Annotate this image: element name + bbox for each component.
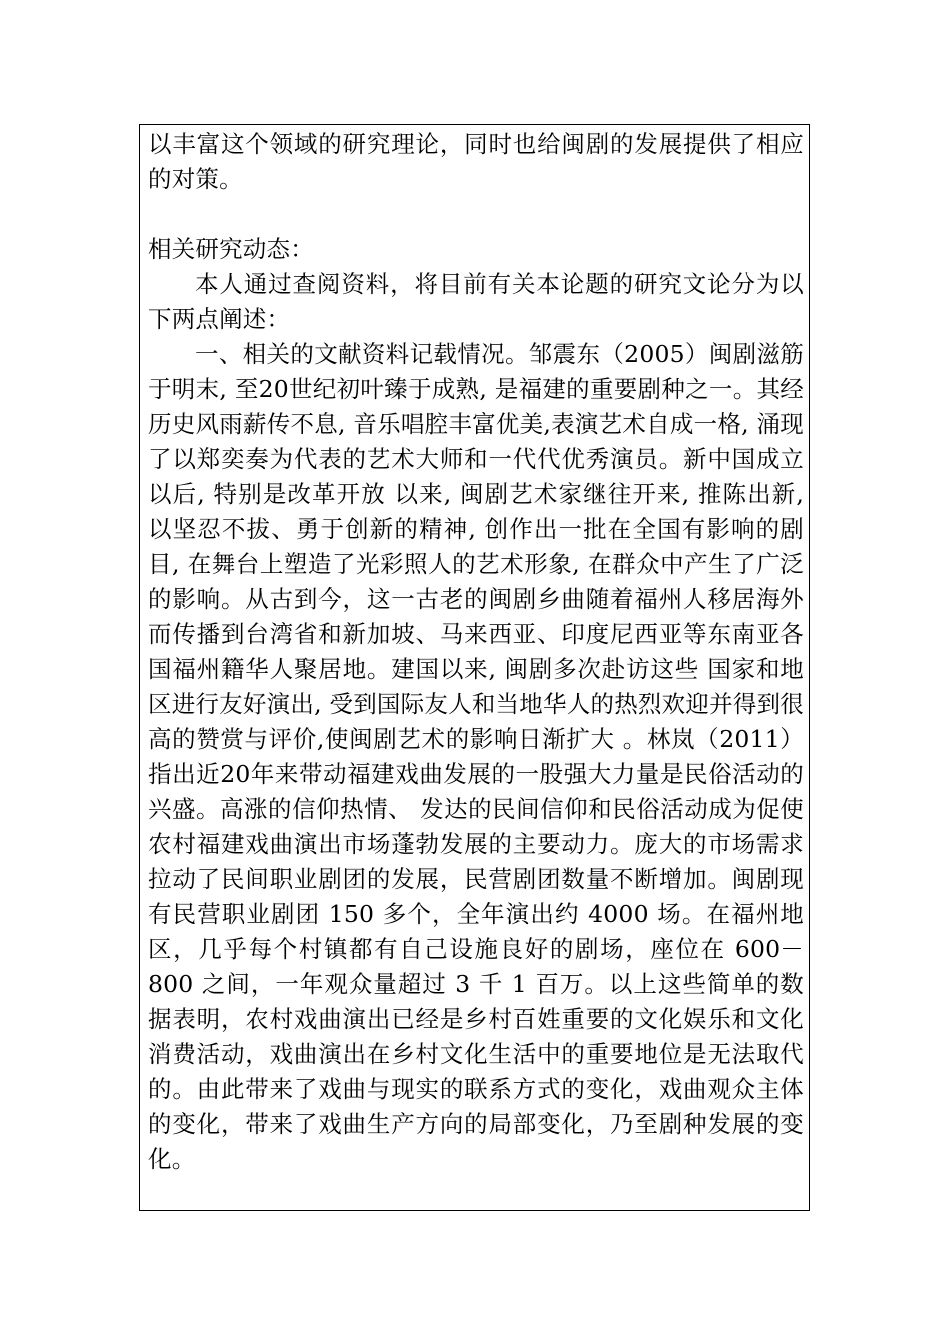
intro-paragraph: 本人通过查阅资料，将目前有关本论题的研究文论分为以下两点阐述： bbox=[148, 270, 804, 333]
point-one-paragraph: 一、相关的文献资料记载情况。邹震东（2005）闽剧滋筋于明末, 至20世纪初叶臻于成熟, 是福建的重要剧种之一。其经历史风雨薪传不息, 音乐唱腔丰富优美,表演艺术自成一格, 涌现了以郑奕奏为代表的艺术大师和一代代优秀演员。新中国成立以后, 特别是改革开放 以来, 闽剧艺术家继往开来, 推陈出新, 以坚忍不拔、勇于创新的精神, 创作出一批在全国有影响的剧目, 在舞台上塑造了光彩照人的艺术形象, 在群众中产生了广泛的影响。从古到今，这一古老的闽剧乡曲随着福州人移居海外而传播到台湾省和新加坡、马来西亚、印度尼西亚等东南亚各国福州籍华人聚居地。建国以来, 闽剧多次赴访这些 国家和地区进行友好演出, 受到国际友人和当地华人的热烈欢迎并得到很高的赞赏与评价,使闽剧艺术的影响日渐扩大 。林岚（2011）指出近20年来带动福建戏曲发展的一股强大力量是民俗活动的兴盛。高涨的信仰热情、 发达的民间信仰和民俗活动成为促使农村福建戏曲演出市场蓬勃发展的主要动力。庞大的市场需求拉动了民间职业剧团的发展，民营剧团数量不断增加。闽剧现有民营职业剧团 150 多个，全年演出约 4000 场。在福州地区，几乎每个村镇都有自己设施良好的剧场，座位在 600－800 之间，一年观众量超过 3 千 1 百万。以上这些简单的数据表明，农村戏曲演出已经是乡村百姓重要的文化娱乐和文化消费活动，戏曲演出在乡村文化生活中的重要地位是无法取代的。由此带来了戏曲与现实的联系方式的变化，戏曲观众主体的变化，带来了戏曲生产方向的局部变化，乃至剧种发展的变化。 bbox=[148, 340, 804, 1173]
continued-paragraph: 以丰富这个领域的研究理论，同时也给闽剧的发展提供了相应的对策。 bbox=[148, 130, 804, 193]
document-body bbox=[148, 127, 804, 1177]
blank-line bbox=[148, 197, 804, 232]
section-heading: 相关研究动态： bbox=[148, 235, 314, 263]
